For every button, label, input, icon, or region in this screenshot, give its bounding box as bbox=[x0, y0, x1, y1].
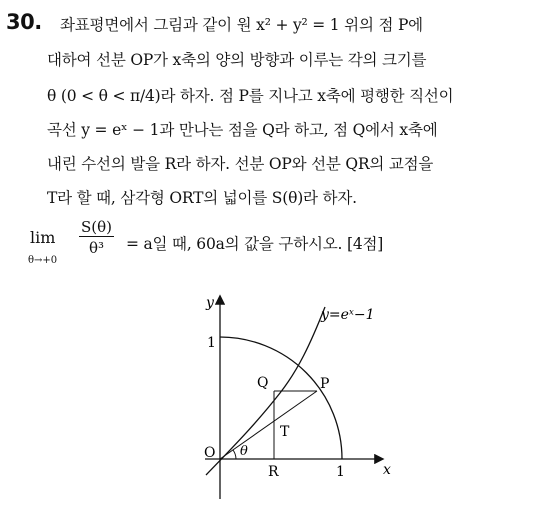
limit-fraction bbox=[79, 218, 114, 257]
figure-svg bbox=[150, 285, 410, 502]
label-t: T bbox=[280, 424, 290, 440]
fraction-numerator: S(θ) bbox=[81, 218, 113, 236]
problem-line-6: T라 할 때, 삼각형 ORT의 넓이를 S(θ)라 하자. bbox=[47, 189, 357, 207]
limit-subscript: θ→+0 bbox=[28, 255, 58, 266]
label-q: Q bbox=[257, 375, 269, 391]
problem-line-5: 내린 수선의 발을 R라 하자. 선분 OP와 선분 QR의 교점을 bbox=[47, 155, 434, 173]
limit-rest: = a일 때, 60a의 값을 구하시오. [4점] bbox=[126, 235, 384, 253]
tick-x-1: 1 bbox=[336, 464, 345, 480]
x-axis-label: x bbox=[383, 462, 391, 478]
segment-op bbox=[220, 391, 317, 459]
curve-label: y=eˣ−1 bbox=[321, 307, 375, 323]
y-axis-label: y bbox=[206, 295, 214, 311]
problem-line-2: 대하여 선분 OP가 x축의 양의 방향과 이루는 각의 크기를 bbox=[47, 51, 427, 69]
problem-line-1: 좌표평면에서 그림과 같이 원 x² + y² = 1 위의 점 P에 bbox=[60, 16, 423, 34]
label-o: O bbox=[204, 445, 216, 461]
limit-symbol: lim bbox=[30, 228, 56, 247]
angle-arc bbox=[233, 450, 236, 459]
figure bbox=[150, 285, 410, 502]
angle-label: θ bbox=[240, 444, 248, 459]
fraction-denominator: θ³ bbox=[88, 239, 105, 257]
label-p: P bbox=[320, 376, 330, 392]
tick-y-1: 1 bbox=[207, 335, 216, 351]
problem-line-3: θ (0 < θ < π/4)라 하자. 점 P를 지나고 x축에 평행한 직선이 bbox=[47, 87, 454, 105]
label-r: R bbox=[268, 464, 279, 480]
problem-number: 30. bbox=[6, 10, 42, 34]
problem-line-4: 곡선 y = eˣ − 1과 만나는 점을 Q라 하고, 점 Q에서 x축에 bbox=[47, 121, 438, 139]
